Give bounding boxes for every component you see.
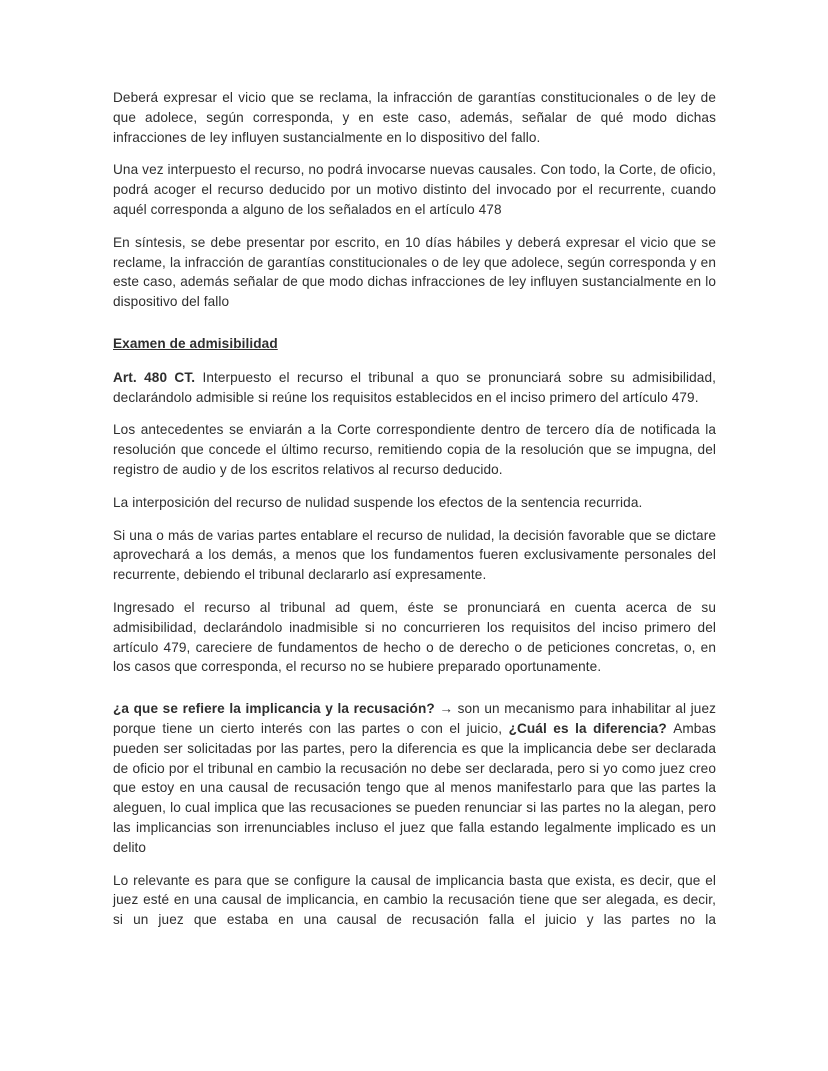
- paragraph: [113, 598, 716, 677]
- text-run: En síntesis, se debe presentar por escrito, en 10 días hábiles y deberá expresar el vicio que se reclame, la infracción de garantías constitucionales o de ley que adolece, según corresponda y en este caso, además señalar de que modo dichas infracciones de ley influyen sustancialmente en lo dispositivo del fallo: [113, 234, 716, 310]
- text-run: ¿Cuál es la diferencia?: [508, 720, 674, 736]
- text-run: Art. 480 CT.: [113, 369, 196, 385]
- text-run: Los antecedentes se enviarán a la Corte correspondiente dentro de tercero día de notificada la resolución que concede el último recurso, remitiendo copia de la resolución que se impugna, del registro de audio y de los escritos relativos al recurso deducido.: [113, 422, 716, 477]
- paragraph: [113, 526, 716, 585]
- text-run: Si una o más de varias partes entablare el recurso de nulidad, la decisión favorable que se dictare aprovechará a los demás, a menos que los fundamentos fueren exclusivamente personales del recurrente, debiendo el tribunal declararlo así expresamente.: [113, 527, 716, 583]
- paragraph: [113, 368, 716, 408]
- text-run: Lo relevante es para que se configure la causal de implicancia basta que exista, es decir, que el juez esté en una causal de implicancia, en cambio la recusación tiene que ser alegada, es decir, si un juez que estaba en una causal de recusación falla el juicio y las partes no la: [113, 872, 716, 928]
- text-run: ¿a que se refiere la implicancia y la recusación?: [113, 701, 440, 717]
- paragraph: [113, 233, 716, 312]
- section-heading: [113, 334, 716, 354]
- paragraph: [113, 160, 716, 219]
- paragraph: [113, 88, 716, 147]
- text-run: Examen de admisibilidad: [113, 335, 278, 351]
- paragraph: [113, 420, 716, 479]
- text-run: Deberá expresar el vicio que se reclama, la infracción de garantías constitucionales o de ley de que adolece, según corresponda, y en este caso, además, señalar de qué modo dichas infracciones de ley influyen sustancialmente en lo dispositivo del fallo.: [113, 90, 716, 145]
- text-run: Interpuesto el recurso el tribunal a quo se pronunciará sobre su admisibilidad, declarándolo admisible si reúne los requisitos establecidos en el inciso primero del artículo 479.: [113, 369, 716, 405]
- paragraph: [113, 699, 716, 857]
- text-run: Ingresado el recurso al tribunal ad quem, éste se pronunciará en cuenta acerca de su admisibilidad, declarándolo inadmisible si no concurrieren los requisitos del inciso primero del artículo 479, careciere de fundamentos de hecho o de derecho o de peticiones concretas, o, en los casos que corresponda, el recurso no se hubiere preparado oportunamente.: [113, 599, 716, 675]
- text-run: La interposición del recurso de nulidad suspende los efectos de la sentencia recurrida.: [113, 494, 643, 510]
- text-run: Una vez interpuesto el recurso, no podrá invocarse nuevas causales. Con todo, la Corte, de oficio, podrá acoger el recurso deducido por un motivo distinto del invocado por el recurrente, cuando aquél corresponda a alguno de los señalados en el artículo 478: [113, 162, 716, 217]
- text-run: Ambas pueden ser solicitadas por las partes, pero la diferencia es que la implicancia debe ser declarada de oficio por el tribunal en cambio la recusación no debe ser declarada, pero si yo como juez creo que estoy en una causal de recusación tengo que al menos manifestarlo para que las partes la aleguen, lo cual implica que las recusaciones se pueden renunciar si las partes no la alegan, pero las implicancias son irrenunciables incluso el juez que falla estando legalmente implicado es un delito: [113, 720, 717, 855]
- paragraph: [113, 871, 716, 930]
- paragraph: [113, 493, 716, 513]
- text-run: → son un mecanismo para inhabilitar al juez porque tiene un cierto interés con las partes o con el juicio,: [113, 701, 716, 736]
- document-body: [113, 88, 716, 930]
